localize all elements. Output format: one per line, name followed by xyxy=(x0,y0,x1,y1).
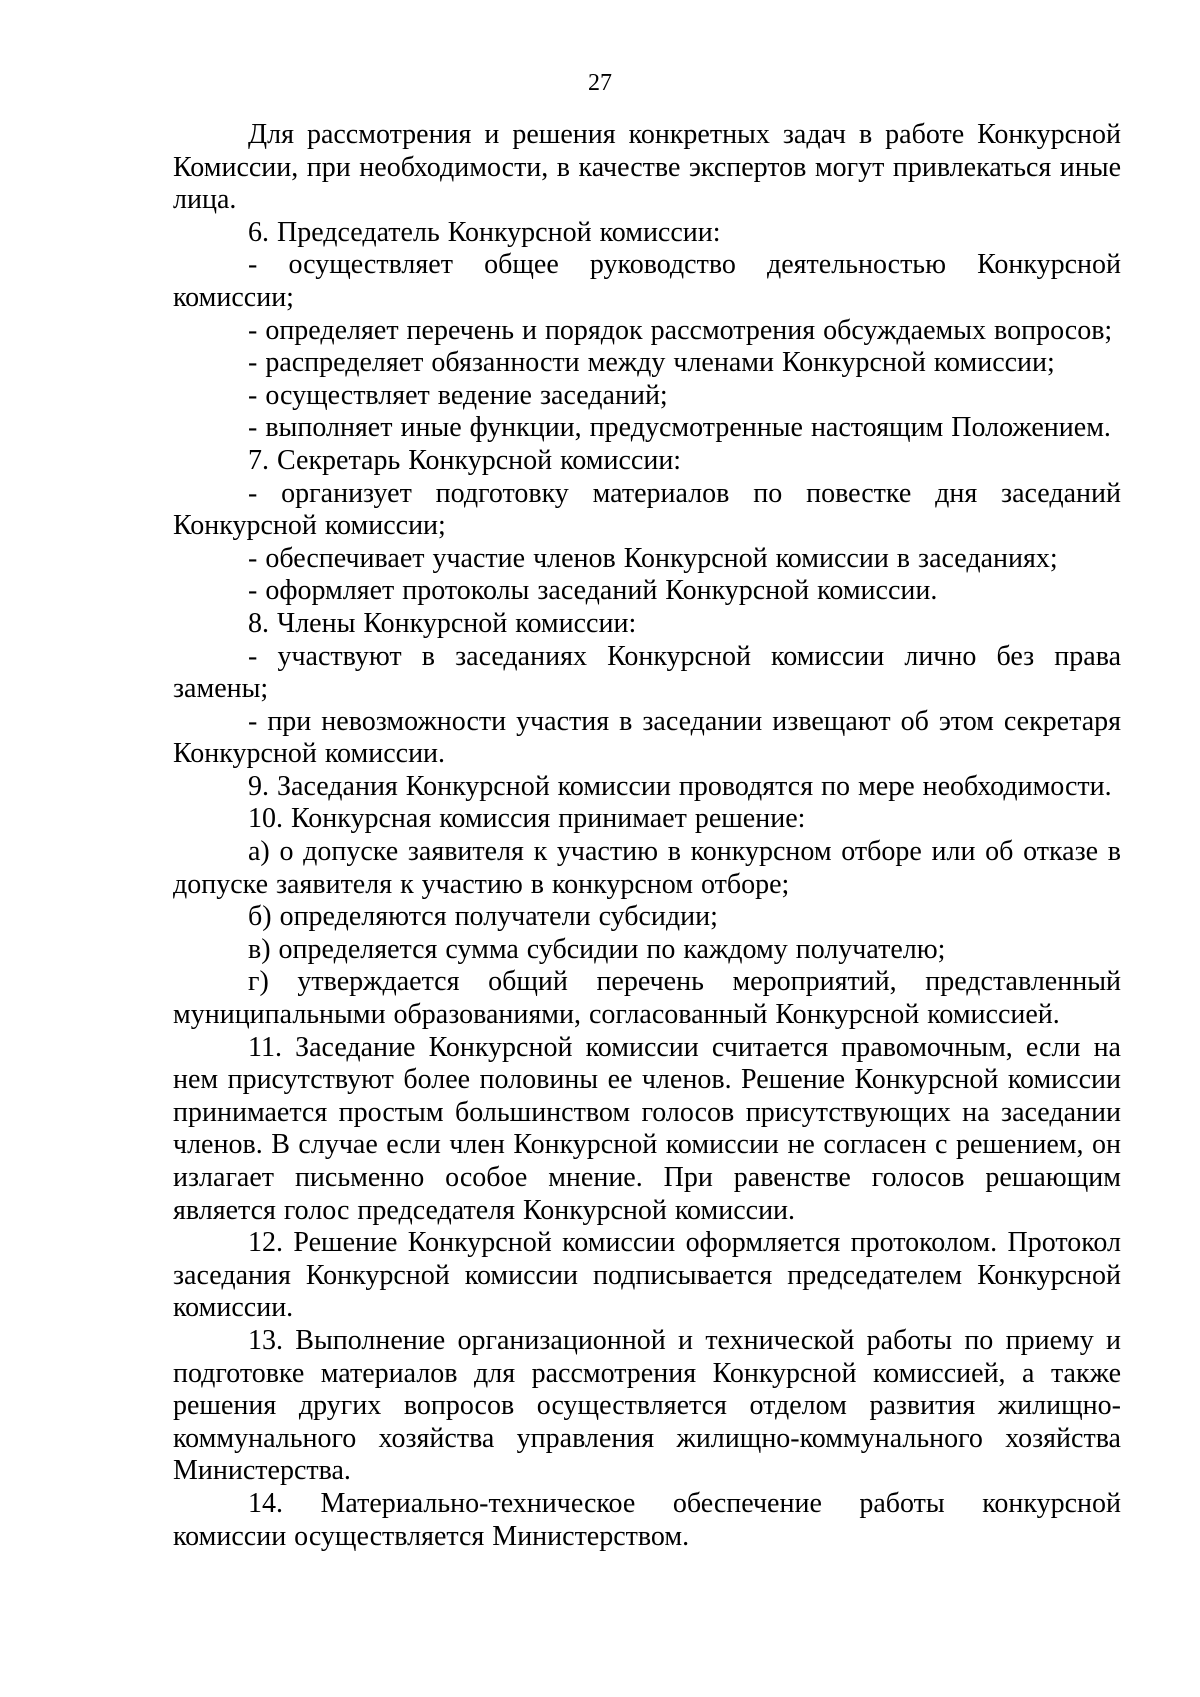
paragraph-decision-d: г) утверждается общий перечень мероприятий, представленный муниципальными образованиями, согласованный Конкурсной комиссией. xyxy=(173,966,1121,1031)
paragraph-chairman-duty-2: - определяет перечень и порядок рассмотрения обсуждаемых вопросов; xyxy=(248,314,1113,346)
paragraph-item-12: 12. Решение Конкурсной комиссии оформляется протоколом. Протокол заседания Конкурсной комиссии подписывается председателем Конкурсной комиссии. xyxy=(173,1227,1121,1324)
paragraph-secretary-duty-2: - обеспечивает участие членов Конкурсной комиссии в заседаниях; xyxy=(248,542,1058,574)
paragraph-chairman-duty-3: - распределяет обязанности между членами Конкурсной комиссии; xyxy=(248,347,1055,379)
paragraph-item-7-heading: 7. Секретарь Конкурсной комиссии: xyxy=(248,444,682,476)
paragraph-secretary-duty-1: - организует подготовку материалов по повестке дня заседаний Конкурсной комиссии; xyxy=(173,477,1121,542)
paragraph-chairman-duty-4: - осуществляет ведение заседаний; xyxy=(248,379,668,411)
paragraph-members-duty-1: - участвуют в заседаниях Конкурсной комиссии лично без права замены; xyxy=(173,640,1121,705)
paragraph-chairman-duty-1: - осуществляет общее руководство деятельностью Конкурсной комиссии; xyxy=(173,249,1121,313)
paragraph-item-8-heading: 8. Члены Конкурсной комиссии: xyxy=(248,607,637,639)
paragraph-decision-b: б) определяются получатели субсидии; xyxy=(248,901,718,933)
paragraph-chairman-duty-5: - выполняет иные функции, предусмотренные настоящим Положением. xyxy=(248,412,1111,444)
paragraph-experts: Для рассмотрения и решения конкретных задач в работе Конкурсной Комиссии, при необходимости, в качестве экспертов могут привлекаться иные лица. xyxy=(173,119,1121,216)
paragraph-decision-c: в) определяется сумма субсидии по каждому получателю; xyxy=(248,933,946,965)
paragraph-item-6-heading: 6. Председатель Конкурсной комиссии: xyxy=(248,216,721,248)
paragraph-secretary-duty-3: - оформляет протоколы заседаний Конкурсной комиссии. xyxy=(248,575,938,607)
paragraph-members-duty-2: - при невозможности участия в заседании извещают об этом секретаря Конкурсной комиссии. xyxy=(173,705,1121,770)
document-body xyxy=(173,119,1121,1553)
paragraph-decision-a: а) о допуске заявителя к участию в конкурсном отборе или об отказе в допуске заявителя к участию в конкурсном отборе; xyxy=(173,836,1121,900)
paragraph-item-14: 14. Материально-техническое обеспечение работы конкурсной комиссии осуществляется Министерством. xyxy=(173,1487,1121,1552)
paragraph-item-13: 13. Выполнение организационной и технической работы по приему и подготовке материалов для рассмотрения Конкурсной комиссией, а также решения других вопросов осуществляется отделом развития жилищно-коммунального хозяйства управления жилищно-коммунального хозяйства Министерства. xyxy=(173,1324,1121,1487)
paragraph-item-11: 11. Заседание Конкурсной комиссии считается правомочным, если на нем присутствуют более половины ее членов. Решение Конкурсной комиссии принимается простым большинством голосов присутствующих на заседании членов. В случае если член Конкурсной комиссии не согласен с решением, он излагает письменно особое мнение. При равенстве голосов решающим является голос председателя Конкурсной комиссии. xyxy=(173,1031,1121,1226)
page-number: 27 xyxy=(588,70,612,96)
paragraph-item-9: 9. Заседания Конкурсной комиссии проводятся по мере необходимости. xyxy=(248,770,1112,802)
paragraph-item-10-heading: 10. Конкурсная комиссия принимает решение: xyxy=(248,803,806,835)
